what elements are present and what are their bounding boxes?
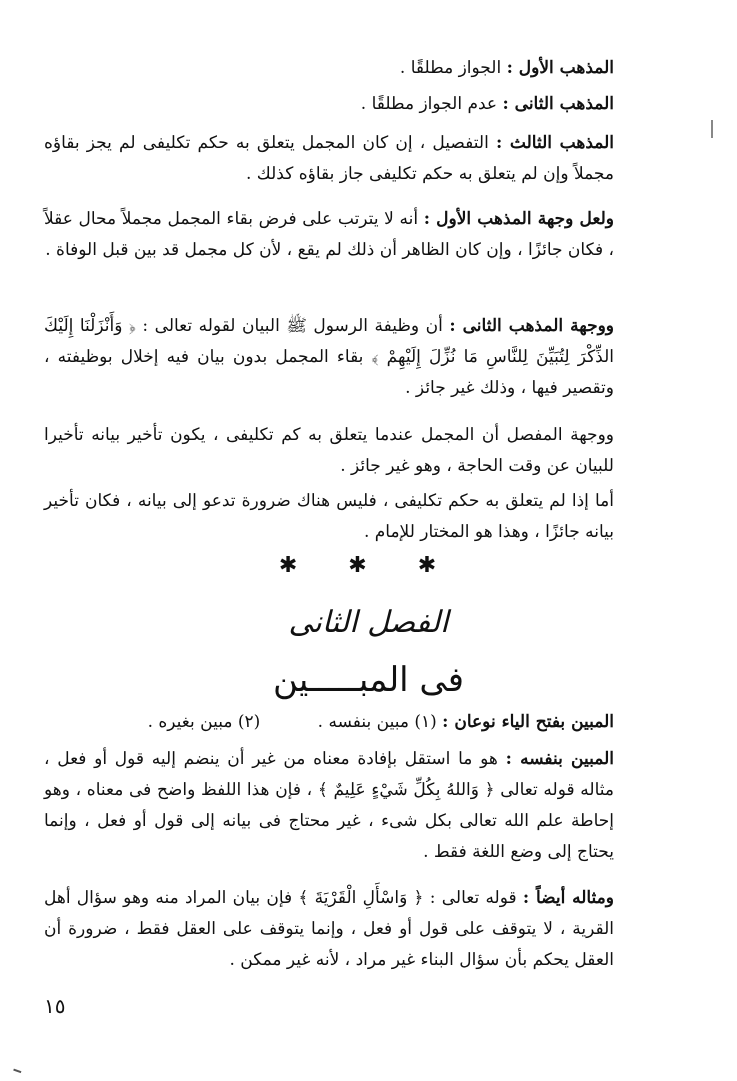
paragraph-first-school-reasoning — [44, 204, 614, 266]
paragraph-label: المبين بنفسه : — [505, 749, 614, 769]
paragraph-mubin-by-itself — [44, 744, 614, 868]
paragraph-imam-choice — [44, 486, 614, 548]
paragraph-label: المذهب الثالث : — [495, 133, 614, 153]
paragraph-detailed-reasoning — [44, 420, 614, 482]
paragraph-text: ووجهة المفصل أن المجمل عندما يتعلق به كم تكليفى ، يكون تأخير بيانه تأخيرا للبيان عن وقت الحاجة ، وهو غير جائز . — [44, 425, 614, 476]
paragraph-text: أما إذا لم يتعلق به حكم تكليفى ، فليس هناك ضرورة تدعو إلى بيانه ، فكان تأخير بيانه جائزًا ، وهذا هو المختار للإمام . — [44, 491, 614, 542]
chapter-title: الفصل الثانى — [288, 605, 449, 640]
paragraph-label: ووجهة المذهب الثانى : — [449, 316, 614, 336]
margin-mark — [711, 120, 713, 138]
paragraph-text: قوله تعالى : ﴿ وَاسْأَلِ الْقَرْيَةَ ﴾ فإن بيان المراد منه وهو سؤال أهل القرية ، لا يتوقف على قول أو فعل ، وإنما يتوقف على العقل فقط ، ضرورة أن العقل يحكم بأن سؤال البناء غير مراد ، لأنه غير ممكن . — [44, 888, 614, 970]
types-label: المبين بفتح الياء نوعان : — [442, 712, 614, 732]
paragraph-text: التفصيل ، إن كان المجمل يتعلق به حكم تكليفى لم يجز بقاؤه مجملاً وإن لم يتعلق به حكم تكليفى جاز بقاؤه كذلك . — [44, 133, 614, 184]
mubin-types-line — [44, 707, 614, 738]
paragraph-label: ولعل وجهة المذهب الأول : — [423, 209, 615, 229]
paragraph-second-school — [44, 89, 614, 120]
section-separator: ✱ ✱ ✱ — [278, 553, 459, 578]
paragraph-text: الجواز مطلقًا . — [399, 58, 507, 78]
paragraph-another-example — [44, 883, 614, 976]
corner-mark — [13, 1065, 23, 1073]
paragraph-text: هو ما استقل بإفادة معناه من غير أن ينضم إليه قول أو فعل ، مثاله قوله تعالى ﴿ وَاللهُ بِكُلِّ شَيْءٍ عَلِيمٌ ﴾ ، فإن هذا اللفظ واضح فى معناه ، وهو إحاطة علم الله تعالى بكل شىء ، غير محتاج فى بيانه إلى قول أو فعل ، وإنما يحتاج إلى وضع اللغة فقط . — [44, 749, 614, 862]
paragraph-text: أنه لا يترتب على فرض بقاء المجمل مجملاً محال عقلاً ، فكان جائزًا ، وإن كان الظاهر أن ذلك لم يقع ، لأن كل مجمل قد بين قبل الوفاة . — [44, 209, 614, 260]
paragraph-label: ومثاله أيضاً : — [522, 888, 614, 908]
page-number: ١٥ — [44, 994, 66, 1018]
paragraph-third-school — [44, 128, 614, 190]
paragraph-label: المذهب الأول : — [506, 58, 614, 78]
paragraph-text: عدم الجواز مطلقًا . — [360, 94, 503, 114]
type-two: (٢) مبين بغيره . — [147, 712, 261, 732]
paragraph-text: أن وظيفة الرسول ﷺ البيان لقوله تعالى : ﴿ وَأَنْزَلْنَا إِلَيْكَ الذِّكْرَ لِتُبَيِّنَ لِلنَّاسِ مَا نُزِّلَ إِلَيْهِمْ ﴾ بقاء المجمل بدون بيان فيه إخلال بوظيفته ، وتقصير فيها ، وذلك غير جائز . — [44, 316, 614, 398]
section-title: فى المبـــــين — [272, 660, 465, 700]
paragraph-second-school-reasoning — [44, 311, 614, 404]
type-one: (١) مبين بنفسه . — [317, 712, 437, 732]
paragraph-first-school — [44, 53, 614, 84]
paragraph-label: المذهب الثانى : — [502, 94, 614, 114]
